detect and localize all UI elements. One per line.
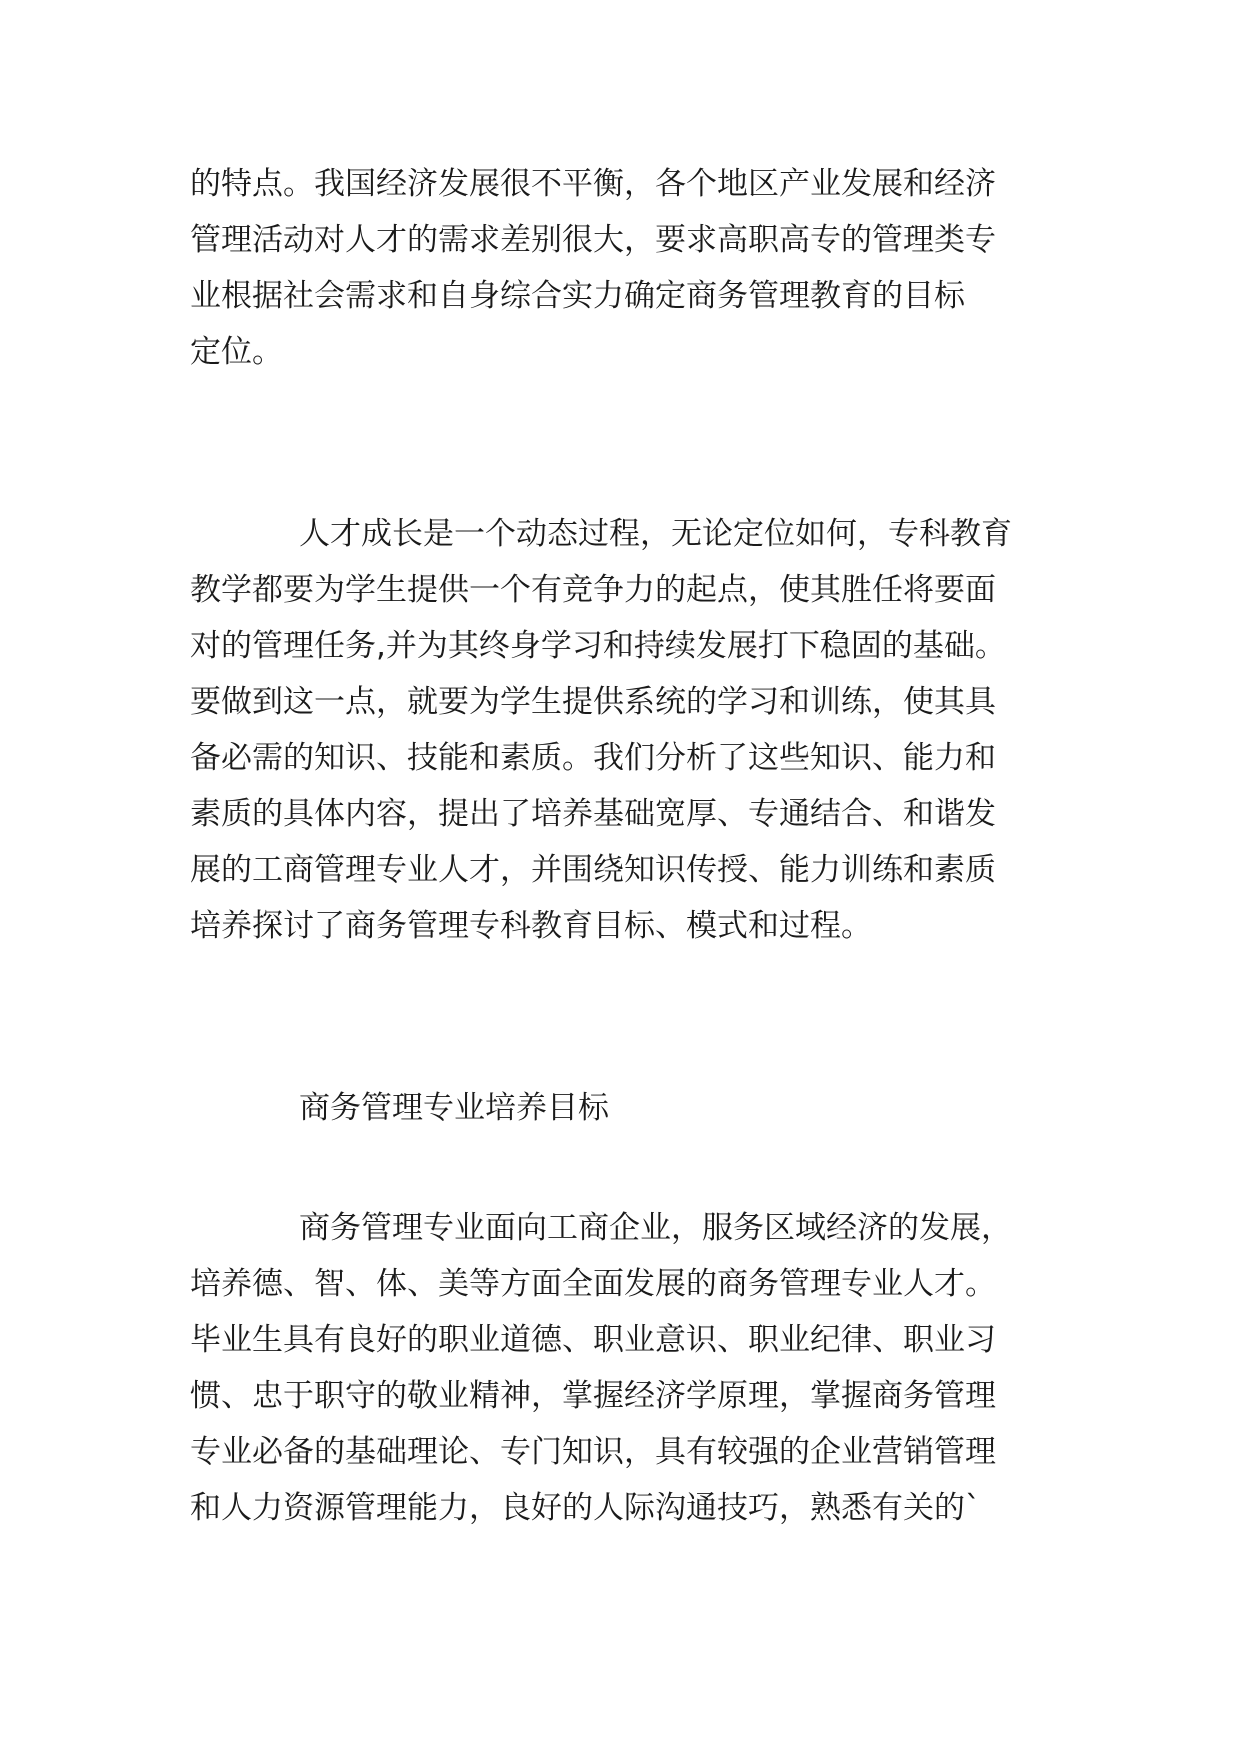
paragraph-2-line-8: 培养探讨了商务管理专科教育目标、模式和过程。 (190, 908, 872, 944)
paragraph-3-line-3: 毕业生具有良好的职业道德、职业意识、职业纪律、职业习 (190, 1322, 996, 1358)
paragraph-2-line-1: 人才成长是一个动态过程，无论定位如何，专科教育 (299, 516, 1012, 552)
paragraph-2-line-5: 备必需的知识、技能和素质。我们分析了这些知识、能力和 (190, 740, 996, 776)
paragraph-2-line-3: 对的管理任务,并为其终身学习和持续发展打下稳固的基础。 (190, 628, 1006, 664)
paragraph-1-line-3: 业根据社会需求和自身综合实力确定商务管理教育的目标 (190, 278, 965, 314)
paragraph-2-line-2: 教学都要为学生提供一个有竞争力的起点，使其胜任将要面 (190, 572, 996, 608)
paragraph-1-line-1: 的特点。我国经济发展很不平衡，各个地区产业发展和经济 (190, 166, 996, 202)
paragraph-3-line-4: 惯、忠于职守的敬业精神，掌握经济学原理，掌握商务管理 (190, 1378, 996, 1414)
paragraph-2-line-4: 要做到这一点，就要为学生提供系统的学习和训练，使其具 (190, 684, 996, 720)
paragraph-3-line-5: 专业必备的基础理论、专门知识，具有较强的企业营销管理 (190, 1434, 996, 1470)
paragraph-2-line-6: 素质的具体内容，提出了培养基础宽厚、专通结合、和谐发 (190, 796, 996, 832)
paragraph-3-line-6: 和人力资源管理能力，良好的人际沟通技巧，熟悉有关的` (190, 1490, 981, 1526)
paragraph-2-line-7: 展的工商管理专业人才，并围绕知识传授、能力训练和素质 (190, 852, 996, 888)
section-heading: 商务管理专业培养目标 (299, 1090, 609, 1126)
paragraph-3-line-1: 商务管理专业面向工商企业，服务区域经济的发展， (299, 1210, 1012, 1246)
paragraph-1-line-4: 定位。 (190, 334, 283, 370)
paragraph-1-line-2: 管理活动对人才的需求差别很大，要求高职高专的管理类专 (190, 222, 996, 258)
paragraph-3-line-2: 培养德、智、体、美等方面全面发展的商务管理专业人才。 (190, 1266, 996, 1302)
